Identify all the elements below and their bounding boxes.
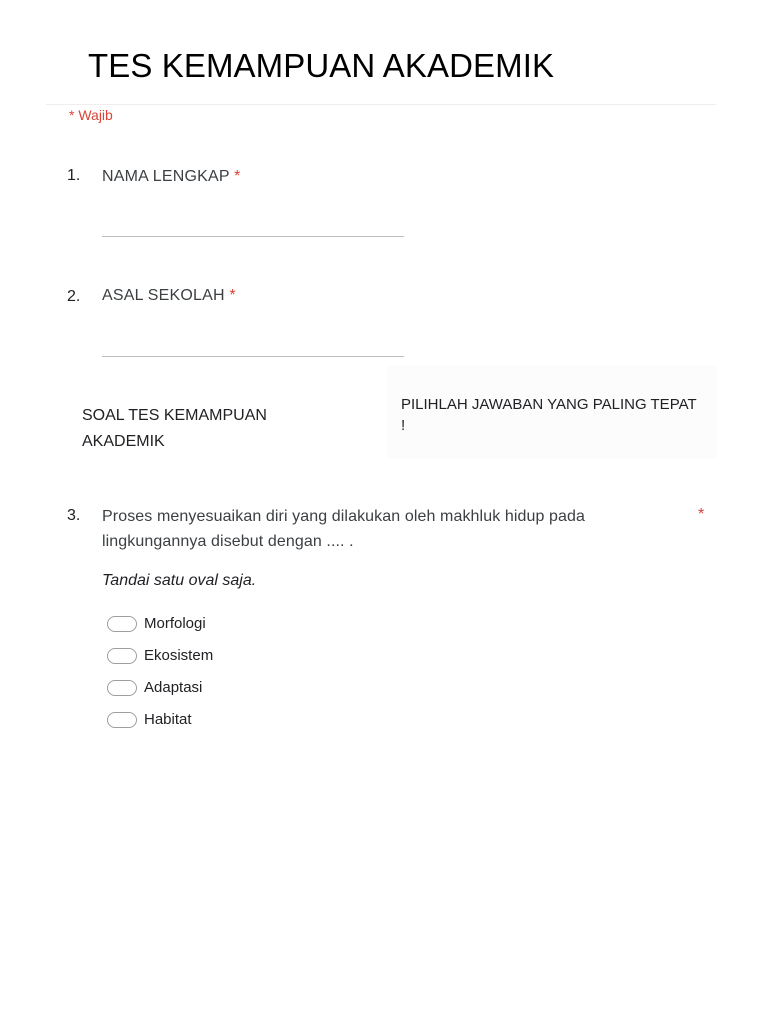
radio-oval[interactable]: [107, 712, 137, 728]
radio-oval[interactable]: [107, 680, 137, 696]
question-1-answer-field[interactable]: [102, 236, 404, 237]
question-1-label: [102, 167, 241, 187]
title-divider: [46, 104, 716, 105]
question-1-label-text: NAMA LENGKAP: [102, 168, 230, 185]
option-label: Habitat: [144, 711, 192, 728]
radio-oval[interactable]: [107, 616, 137, 632]
question-2-answer-field[interactable]: [102, 356, 404, 357]
option-habitat[interactable]: [107, 709, 192, 731]
option-label: Ekosistem: [144, 647, 214, 664]
question-1-number: 1.: [67, 167, 81, 184]
question-2-label-text: ASAL SEKOLAH: [102, 287, 225, 304]
question-2-number: 2.: [67, 288, 81, 305]
required-note: * Wajib: [69, 107, 113, 123]
question-1-required-mark: *: [234, 168, 241, 185]
section-description: PILIHLAH JAWABAN YANG PALING TEPAT !: [401, 396, 697, 434]
option-label: Morfologi: [144, 615, 206, 632]
radio-oval[interactable]: [107, 648, 137, 664]
page-title: TES KEMAMPUAN AKADEMIK: [88, 47, 555, 84]
section-title: SOAL TES KEMAMPUAN AKADEMIK: [82, 407, 267, 450]
question-2-required-mark: *: [229, 287, 236, 304]
question-3-instruction: Tandai satu oval saja.: [102, 572, 257, 589]
question-3-text: Proses menyesuaikan diri yang dilakukan oleh makhluk hidup pada lingkungannya disebut dengan .... .: [102, 508, 586, 550]
option-adaptasi[interactable]: [107, 677, 202, 699]
option-ekosistem[interactable]: [107, 645, 213, 667]
question-3-number: 3.: [67, 507, 81, 524]
option-label: Adaptasi: [144, 679, 203, 696]
question-3-required-mark: *: [698, 506, 705, 523]
question-2-label: [102, 286, 236, 306]
option-morfologi[interactable]: [107, 613, 206, 635]
